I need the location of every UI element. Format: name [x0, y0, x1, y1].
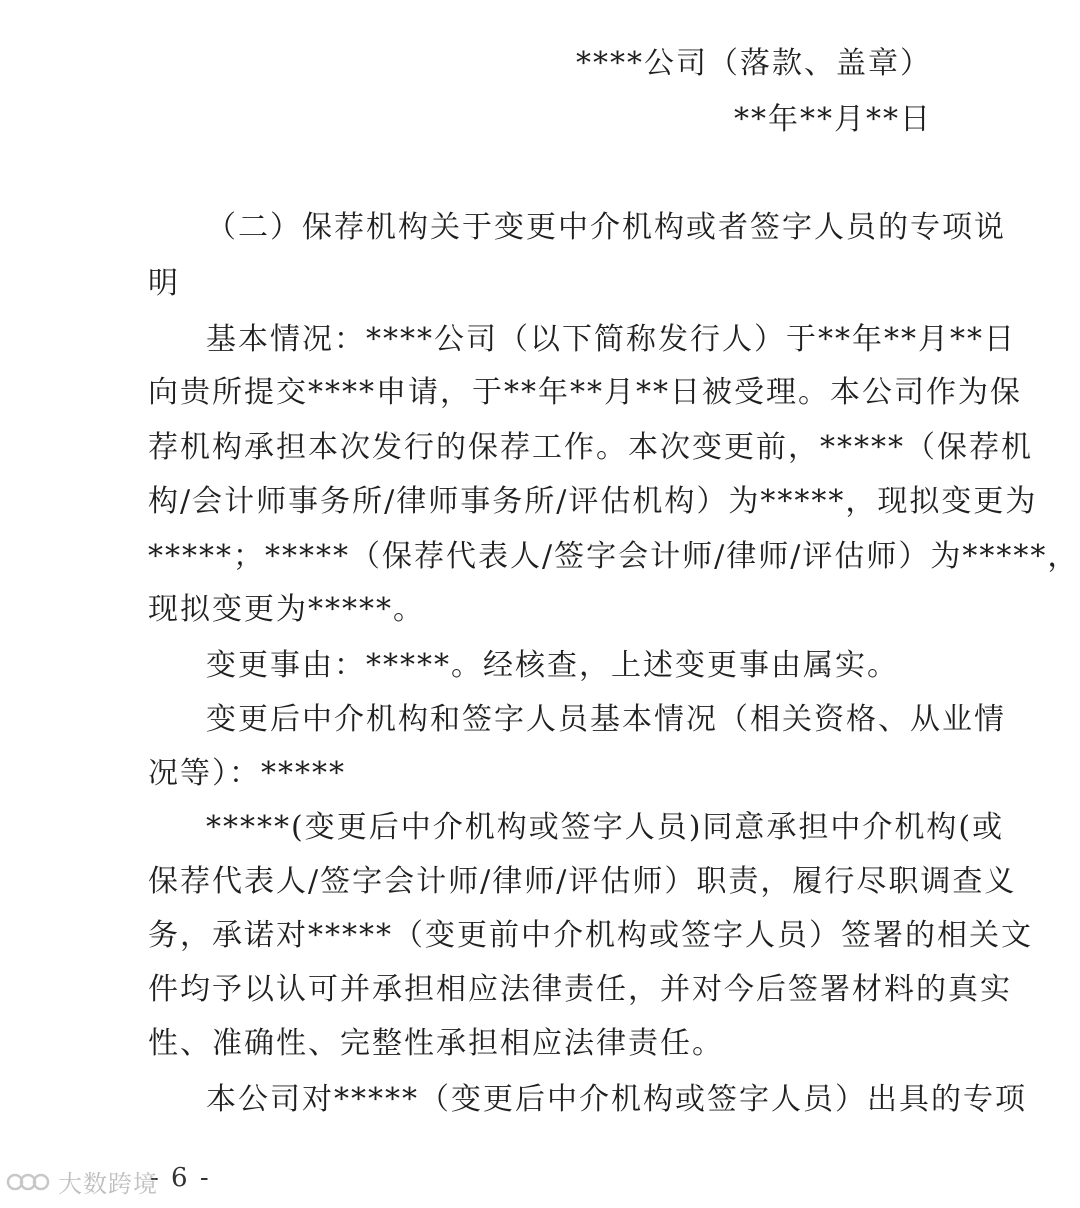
paragraph-line: 现拟变更为*****。 — [148, 592, 425, 627]
section-heading: （二）保荐机构关于变更中介机构或者签字人员的专项说 — [206, 210, 1006, 245]
paragraph-line: 况等）：***** — [148, 756, 346, 791]
paragraph-line: 变更后中介机构和签字人员基本情况（相关资格、从业情 — [206, 702, 1006, 737]
paragraph-line: 基本情况：****公司（以下简称发行人）于**年**月**日 — [206, 322, 1016, 357]
section-heading-cont: 明 — [148, 266, 180, 301]
dashuju-logo-icon — [6, 1167, 50, 1197]
signature-date: **年**月**日 — [734, 102, 932, 137]
paragraph-line: 本公司对*****（变更后中介机构或签字人员）出具的专项 — [206, 1082, 1027, 1117]
paragraph-line: *****；*****（保荐代表人/签字会计师/律师/评估师）为*****， — [148, 539, 1080, 574]
paragraph-line: 务，承诺对*****（变更前中介机构或签字人员）签署的相关文 — [148, 918, 1033, 953]
paragraph-line: 向贵所提交****申请，于**年**月**日被受理。本公司作为保 — [148, 375, 1022, 410]
paragraph-line: 构/会计师事务所/律师事务所/评估机构）为*****，现拟变更为 — [148, 484, 1038, 519]
paragraph-line: *****(变更后中介机构或签字人员)同意承担中介机构(或 — [206, 810, 1005, 845]
watermark — [6, 1164, 158, 1199]
watermark-text: 大数跨境 — [58, 1170, 158, 1198]
paragraph-line: 变更事由：*****。经核查，上述变更事由属实。 — [206, 648, 899, 683]
paragraph-line: 荐机构承担本次发行的保荐工作。本次变更前，*****（保荐机 — [148, 430, 1033, 465]
paragraph-line: 件均予以认可并承担相应法律责任，并对今后签署材料的真实 — [148, 972, 1012, 1007]
page-number: - 6 - — [150, 1163, 211, 1193]
paragraph-line: 性、准确性、完整性承担相应法律责任。 — [148, 1026, 724, 1061]
signature-company: ****公司（落款、盖章） — [576, 46, 932, 81]
paragraph-line: 保荐代表人/签字会计师/律师/评估师）职责，履行尽职调查义 — [148, 864, 1017, 899]
